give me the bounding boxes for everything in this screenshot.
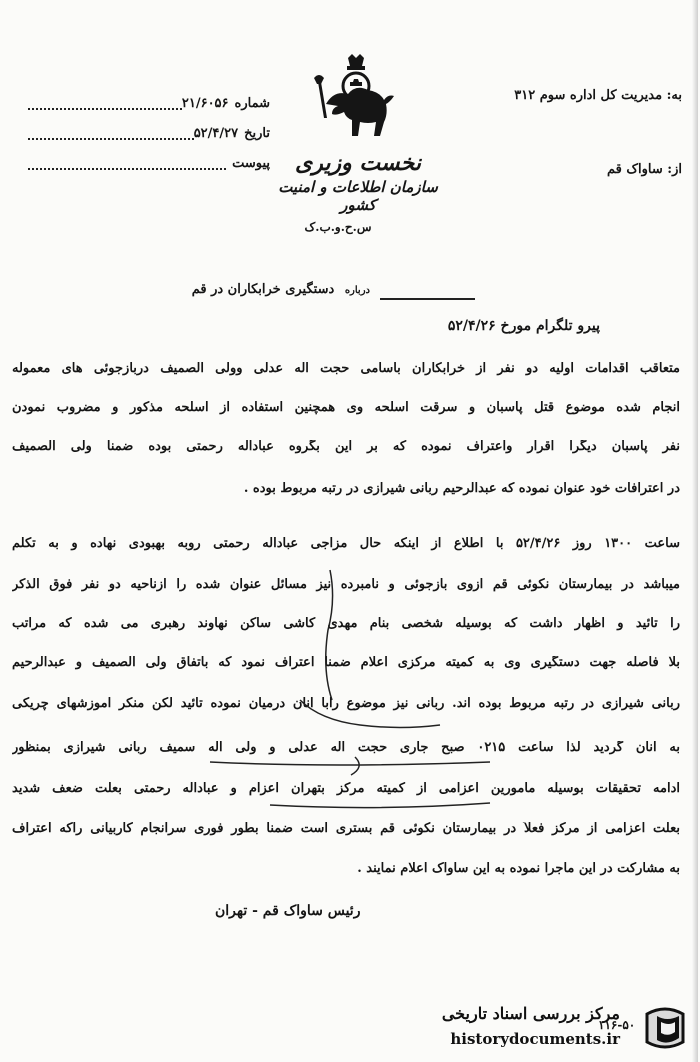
organization-title xyxy=(258,150,458,234)
attachment-dots xyxy=(28,156,226,170)
body-line: انجام شده موضوع قتل پاسبان و سرقت اسلحه وی همچنین استفاده از اسلحه مذکور و مضروب نمودن xyxy=(12,401,680,415)
attachment-label: پیوست xyxy=(232,155,270,171)
subject-text: دستگیری خرابکاران در قم xyxy=(191,282,335,297)
date-row xyxy=(20,118,270,148)
body-line: میباشد در بیمارستان نکوئی قم ازوی بازجوئی و نامبرده نیز مسائل عنوان شده را ازناحیه دو نفر فوق الذکر xyxy=(12,578,680,592)
recipient-block xyxy=(462,88,682,236)
body-line: را تائید و اظهار داشت که بوسیله شخصی بنام مهدی کاشی ساکن نهاوند رهبری می شده که مراتب xyxy=(12,617,680,631)
scan-edge-shadow xyxy=(692,0,698,1062)
body-line: بعلت اعزامی از مرکز فعلاً در بیمارستان نکوئی قم بستری است ضمناً بطور فوری سرانجام کاربیانی راکه اعتراف xyxy=(12,822,680,836)
date-label: تاریخ xyxy=(244,125,270,141)
subject-label: درباره xyxy=(344,285,370,296)
page-number: ۱۱۶-۵۰ xyxy=(598,1018,636,1032)
ministry-name: نخست وزیری xyxy=(295,150,421,176)
recipient-from: از: ساواک قم xyxy=(607,162,682,177)
attachment-row xyxy=(20,148,270,178)
watermark-title: مرکز بررسی اسناد تاریخی xyxy=(441,1004,620,1023)
document-meta xyxy=(20,88,270,178)
body-line: در اعترافات خود عنوان نموده که عبدالرحیم ربانی شیرازی در رتبه مربوط بوده . xyxy=(243,482,680,496)
body-line: ساعت ۱۳۰۰ روز ۵۲/۴/۲۶ با اطلاع از اینکه حال مزاجی عباداله رحمتی روبه بهبودی نهاده و به تکلم xyxy=(12,537,680,551)
agency-code: س.ح.و.ب.ک xyxy=(304,220,372,234)
archive-watermark xyxy=(420,1000,695,1058)
body-line: بلا فاصله جهت دستگیری وی به کمیته مرکزی اعلام ضمناً اعتراف نمود که باتفاق ولی الصمیف و عبدالرحیم xyxy=(12,656,680,670)
watermark-url: historydocuments.ir xyxy=(450,1030,620,1048)
agency-name: سازمان اطلاعات و امنیت کشور xyxy=(278,178,438,214)
body-line: به مشارکت در این ماجرا نموده به این ساواک اعلام نمایند . xyxy=(357,862,680,876)
date-value: ۵۲/۴/۲۷ xyxy=(193,125,239,141)
subject-line xyxy=(192,282,370,297)
lion-and-sun-emblem-icon xyxy=(300,52,410,147)
body-line: متعاقب اقدامات اولیه دو نفر از خرابکاران باسامی حجت اله عدلی وولی الصمیف دربازجوئی های معموله xyxy=(12,362,680,376)
number-value: ۲۱/۶۰۵۶ xyxy=(181,95,229,111)
subject-underline xyxy=(380,298,475,300)
reference-line: پیرو تلگرام مورخ ۵۲/۴/۲۶ xyxy=(447,318,600,334)
number-row xyxy=(20,88,270,118)
body-line: به آنان گردید لذا ساعت ۰۲۱۵ صبح جاری حجت اله عدلی و ولی اله سمیف ربانی شیرازی بمنظور xyxy=(12,741,680,755)
body-line: ربانی شیرازی در رتبه مربوط بوده اند. ربانی نیز موضوع رابا آنان درمیان نموده تائید لکن منکر آموزشهای چریکی xyxy=(12,697,680,711)
body-line: نفر پاسبان دیگرا اقرار واعتراف نموده که بر این بگروه عباداله رحمتی بوده ضمناً ولی الصمیف xyxy=(12,440,680,454)
body-line: ادامه تحقیقات بوسیله مأمورین اعزامی از کمیته مرکز بتهران اعزام و عباداله رحمتی بعلت ضعف شدید xyxy=(12,782,680,796)
archive-logo-icon xyxy=(641,1004,689,1052)
recipient-to: به: مدیریت کل اداره سوم ۳۱۲ xyxy=(514,88,682,103)
date-dots xyxy=(28,126,194,140)
signature-line: رئیس ساواک قم - تهران xyxy=(215,903,361,919)
number-label: شماره xyxy=(234,95,270,111)
number-dots xyxy=(28,96,182,110)
